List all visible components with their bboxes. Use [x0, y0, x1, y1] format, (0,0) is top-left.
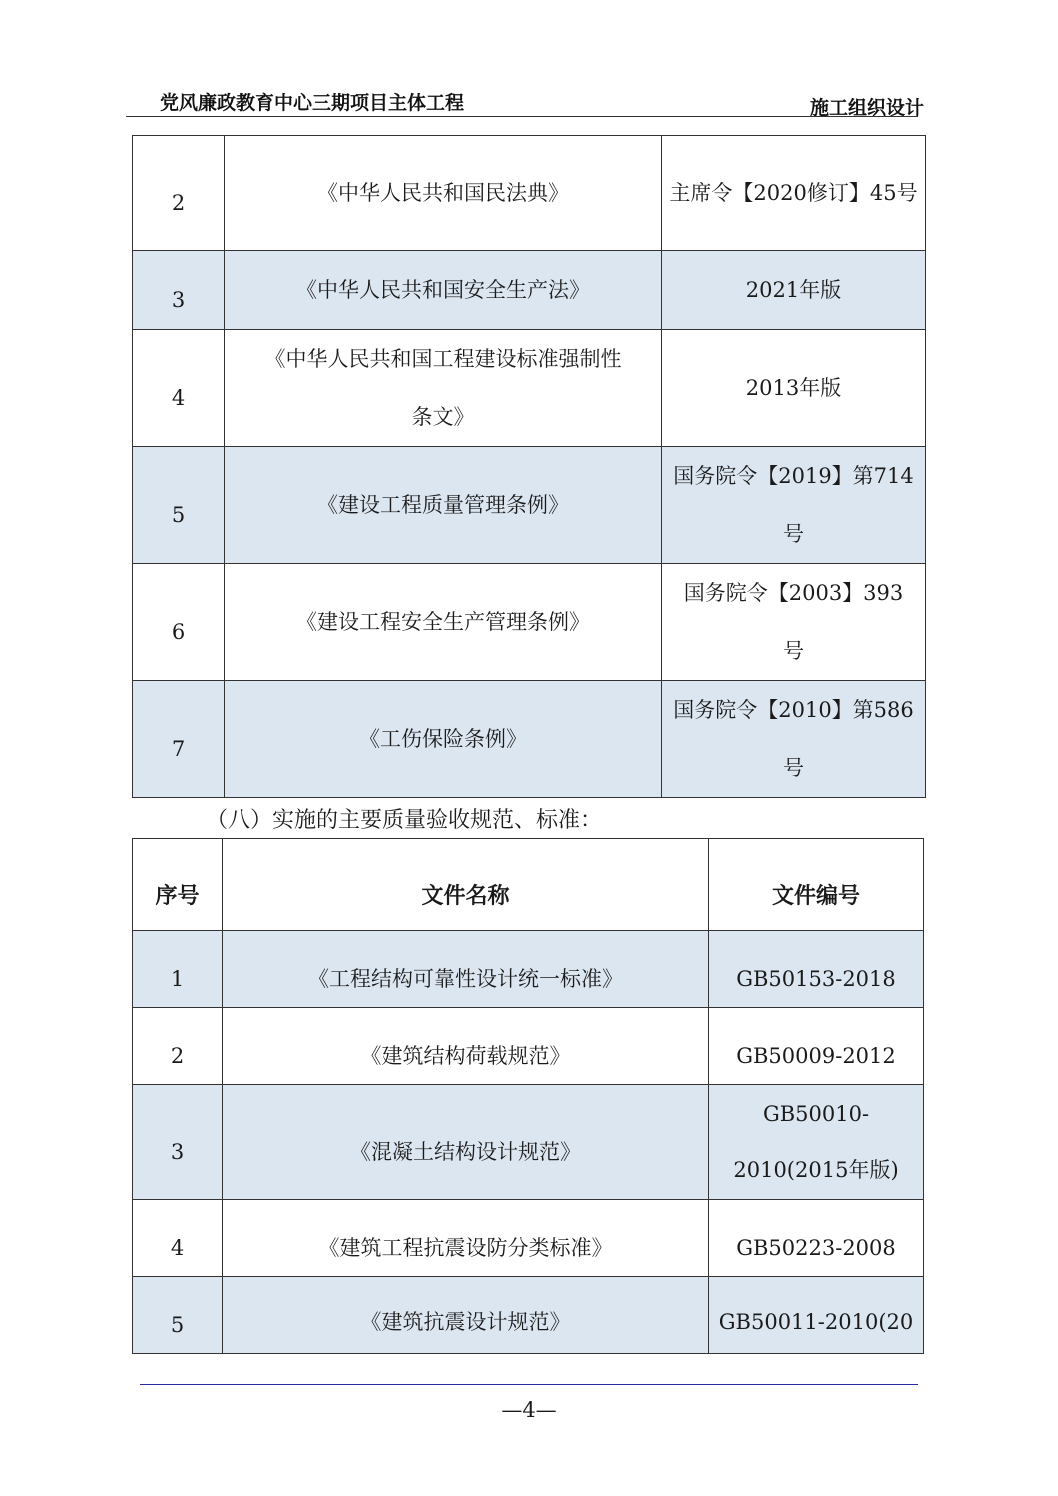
- row-number: 3: [133, 251, 225, 330]
- row-number: 5: [133, 1277, 223, 1354]
- document-code: GB50009-2012: [709, 1008, 924, 1085]
- document-code: GB50011-2010(20: [709, 1277, 924, 1354]
- document-name: 《建设工程安全生产管理条例》: [225, 564, 662, 681]
- document-code: 国务院令【2003】393号: [662, 564, 926, 681]
- header-project-title: 党风廉政教育中心三期项目主体工程: [160, 92, 465, 114]
- row-number: 1: [133, 931, 223, 1008]
- document-name: 《建设工程质量管理条例》: [225, 447, 662, 564]
- table-row: [133, 931, 924, 1008]
- document-code: GB50010-2010(2015年版): [709, 1085, 924, 1200]
- document-name: 《建筑抗震设计规范》: [223, 1277, 709, 1354]
- table-row: [133, 1085, 924, 1200]
- header-doc-type: 施工组织设计: [809, 97, 924, 119]
- footer-rule: [140, 1384, 918, 1385]
- page-number: —4—: [501, 1398, 557, 1422]
- table-header-row: [133, 839, 924, 931]
- table-row: [133, 564, 926, 681]
- document-name: 《建筑工程抗震设防分类标准》: [223, 1200, 709, 1277]
- row-number: 7: [133, 681, 225, 798]
- header-number: 序号: [133, 839, 223, 931]
- standards-table: [132, 838, 924, 1354]
- table-row: [133, 1008, 924, 1085]
- row-number: 5: [133, 447, 225, 564]
- header-code: 文件编号: [709, 839, 924, 931]
- table-row: [133, 1200, 924, 1277]
- document-name: 《工伤保险条例》: [225, 681, 662, 798]
- row-number: 3: [133, 1085, 223, 1200]
- document-code: GB50223-2008: [709, 1200, 924, 1277]
- row-number: 2: [133, 136, 225, 251]
- document-name: 《混凝土结构设计规范》: [223, 1085, 709, 1200]
- table-row: [133, 447, 926, 564]
- laws-table: [132, 135, 926, 798]
- row-number: 4: [133, 1200, 223, 1277]
- document-code: 国务院令【2019】第714号: [662, 447, 926, 564]
- row-number: 4: [133, 330, 225, 447]
- table-row: [133, 681, 926, 798]
- header-name: 文件名称: [223, 839, 709, 931]
- section-title: （八）实施的主要质量验收规范、标准：: [206, 808, 603, 833]
- row-number: 2: [133, 1008, 223, 1085]
- document-code: 国务院令【2010】第586号: [662, 681, 926, 798]
- document-code: 2021年版: [662, 251, 926, 330]
- document-name: 《中华人民共和国民法典》: [225, 136, 662, 251]
- document-code: 主席令【2020修订】45号: [662, 136, 926, 251]
- header-rule: [126, 116, 918, 117]
- table-row: [133, 1277, 924, 1354]
- table-row: [133, 251, 926, 330]
- document-code: 2013年版: [662, 330, 926, 447]
- document-name: 《建筑结构荷载规范》: [223, 1008, 709, 1085]
- document-name: 《中华人民共和国工程建设标准强制性条文》: [225, 330, 662, 447]
- table-row: [133, 136, 926, 251]
- document-name: 《工程结构可靠性设计统一标准》: [223, 931, 709, 1008]
- document-name: 《中华人民共和国安全生产法》: [225, 251, 662, 330]
- row-number: 6: [133, 564, 225, 681]
- document-code: GB50153-2018: [709, 931, 924, 1008]
- table-row: [133, 330, 926, 447]
